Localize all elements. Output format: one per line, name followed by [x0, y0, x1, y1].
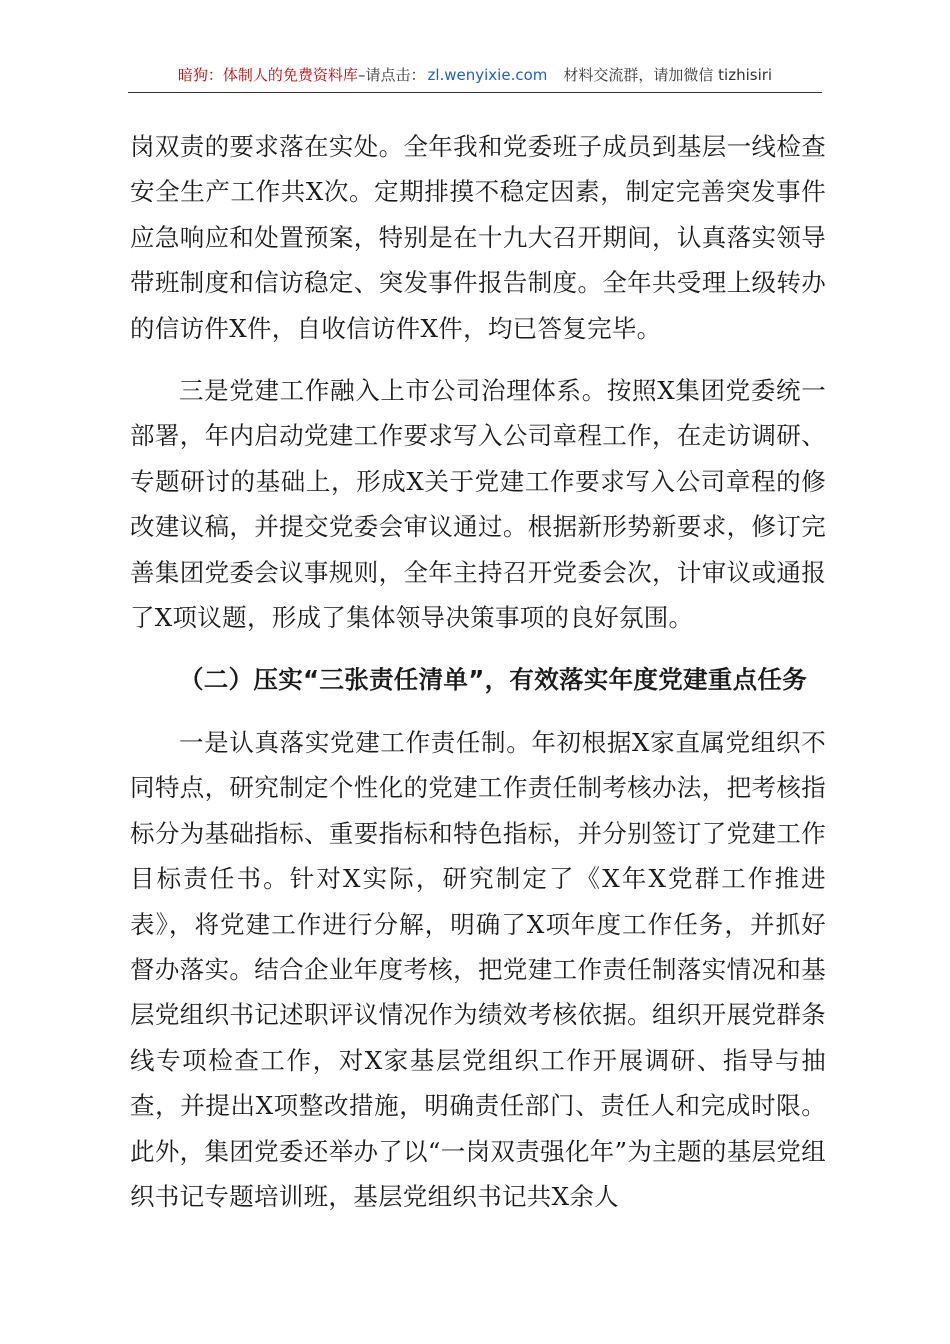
paragraph-responsibility-system: 一是认真落实党建工作责任制。年初根据X家直属党组织不同特点，研究制定个性化的党建工作责任制考核办法，把考核指标分为基础指标、重要指标和特色指标，并分别签订了党建工作目标责任书。针对X实际，研究制定了《X年X党群工作推进表》，将党建工作进行分解，明确了X项年度工作任务，并抓好督办落实。结合企业年度考核，把党建工作责任制落实情况和基层党组织书记述职评议情况作为绩效考核依据。组织开展党群条线专项检查工作，对X家基层党组织工作开展调研、指导与抽查，并提出X项整改措施，明确责任部门、责任人和完成时限。此外，集团党委还举办了以“一岗双责强化年”为主题的基层党组织书记专题培训班，基层党组织书记共X余人: [130, 727, 826, 1211]
header-group-info: 材料交流群，请加微信 tizhisiri: [563, 66, 773, 84]
header-site-link[interactable]: zl.wenyixie.com: [427, 66, 548, 84]
header-brand: 暗狗：体制人的免费资料库: [177, 66, 358, 84]
paragraph-continuation: 岗双责的要求落在实处。全年我和党委班子成员到基层一线检查安全生产工作共X次。定期排摸不稳定因素，制定完善突发事件应急响应和处置预案，特别是在十九大召开期间，认真落实领导带班制度和信访稳定、突发事件报告制度。全年共受理上级转办的信访件X件，自收信访件X件，均已答复完毕。: [130, 132, 826, 343]
paragraph-party-governance: 三是党建工作融入上市公司治理体系。按照X集团党委统一部署，年内启动党建工作要求写入公司章程工作，在走访调研、专题研讨的基础上，形成X关于党建工作要求写入公司章程的修改建议稿，并提交党委会审议通过。根据新形势新要求，修订完善集团党委会议事规则，全年主持召开党委会次，计审议或通报了X项议题，形成了集体领导决策事项的良好氛围。: [130, 376, 826, 633]
document-body: [130, 124, 826, 1236]
page-header: [128, 62, 822, 93]
header-click-label: –请点击：: [357, 66, 426, 84]
section-heading: （二）压实“三张责任清单”，有效落实年度党建重点任务: [179, 665, 808, 695]
